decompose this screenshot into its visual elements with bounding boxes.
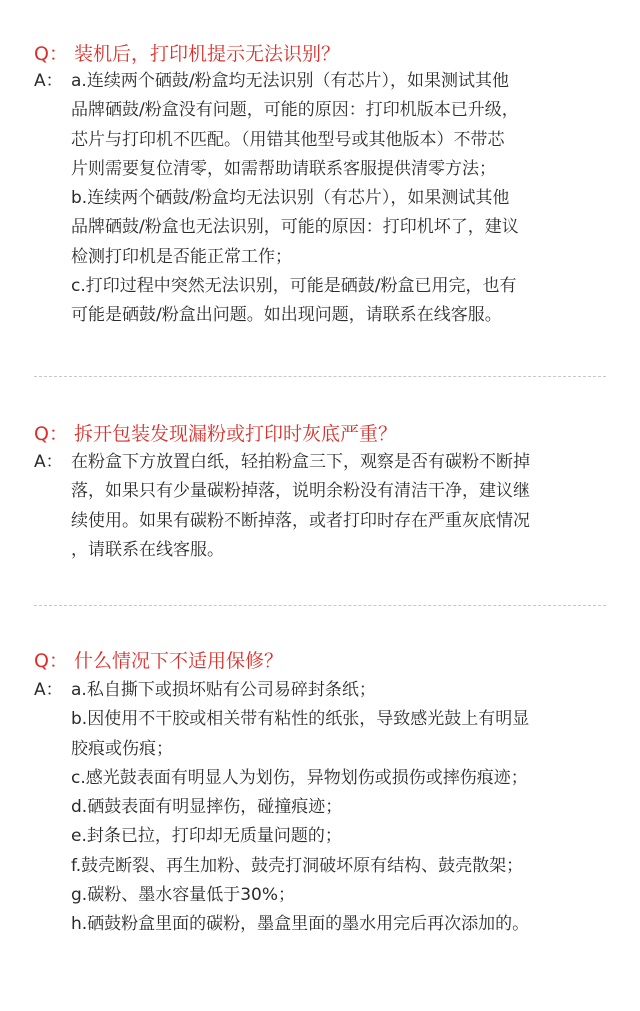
answer-line: b.因使用不干胶或相关带有粘性的纸张，导致感光鼓上有明显 (71, 709, 530, 730)
answer-line: 可能是硒鼓/粉盒出问题。如出现问题，请联系在线客服。 (71, 305, 502, 326)
answer-line: 片则需要复位清零，如需帮助请联系客服提供清零方法； (71, 158, 496, 179)
answer-prefix: A： (34, 452, 63, 472)
faq-question-row (34, 644, 620, 674)
answer-line: e.封条已拉，打印却无质量问题的； (71, 826, 342, 847)
answer-line: 续使用。如果有碳粉不断掉落，或者打印时存在严重灰底情况 (71, 510, 530, 531)
answer-line: a.连续两个硒鼓/粉盒均无法识别（有芯片），如果测试其他 (71, 71, 510, 91)
question-prefix: Q： (34, 422, 68, 445)
answer-text (71, 448, 622, 565)
answer-line: 在粉盒下方放置白纸，轻拍粉盒三下，观察是否有碳粉不断掉 (71, 452, 530, 472)
answer-prefix: A： (34, 680, 63, 700)
question-text: 拆开包装发现漏粉或打印时灰底严重？ (74, 422, 398, 445)
answer-line: 检测打印机是否能正常工作； (71, 246, 292, 267)
answer-line: 芯片与打印机不匹配。（用错其他型号或其他版本）不带芯 (71, 129, 505, 150)
answer-line: 品牌硒鼓/粉盒没有问题，可能的原因：打印机版本已升级， (71, 100, 519, 121)
question-prefix: Q： (34, 42, 68, 65)
answer-line: c.感光鼓表面有明显人为划伤，异物划伤或损伤或摔伤痕迹； (71, 767, 528, 788)
answer-line: g.碳粉、墨水容量低于30%； (71, 885, 295, 906)
answer-prefix: A： (34, 71, 63, 91)
answer-line: 落，如果只有少量碳粉掉落，说明余粉没有清洁干净，建议继 (71, 481, 530, 502)
answer-line: b.连续两个硒鼓/粉盒均无法识别（有芯片），如果测试其他 (71, 188, 510, 209)
faq-question-row (34, 37, 620, 67)
answer-text (71, 67, 622, 331)
question-text: 什么情况下不适用保修？ (74, 649, 284, 672)
answer-line: h.硒鼓粉盒里面的碳粉，墨盒里面的墨水用完后再次添加的。 (71, 914, 530, 935)
answer-line: f.鼓壳断裂、再生加粉、鼓壳打洞破坏原有结构、鼓壳散架； (71, 855, 524, 876)
answer-line: c.打印过程中突然无法识别，可能是硒鼓/粉盒已用完，也有 (71, 276, 517, 297)
question-prefix: Q： (34, 649, 68, 672)
answer-line: d.硒鼓表面有明显摔伤，碰撞痕迹； (71, 797, 343, 818)
answer-text (71, 676, 622, 940)
section-divider (34, 376, 606, 377)
question-text: 装机后，打印机提示无法识别？ (74, 42, 341, 65)
answer-line: 胶痕或伤痕； (71, 738, 173, 759)
answer-line: 品牌硒鼓/粉盒也无法识别，可能的原因：打印机坏了，建议 (71, 217, 519, 238)
section-divider (34, 605, 606, 606)
answer-line: ，请联系在线客服。 (71, 539, 224, 560)
answer-line: a.私自撕下或损坏贴有公司易碎封条纸； (71, 680, 376, 700)
faq-question-row (34, 417, 620, 447)
